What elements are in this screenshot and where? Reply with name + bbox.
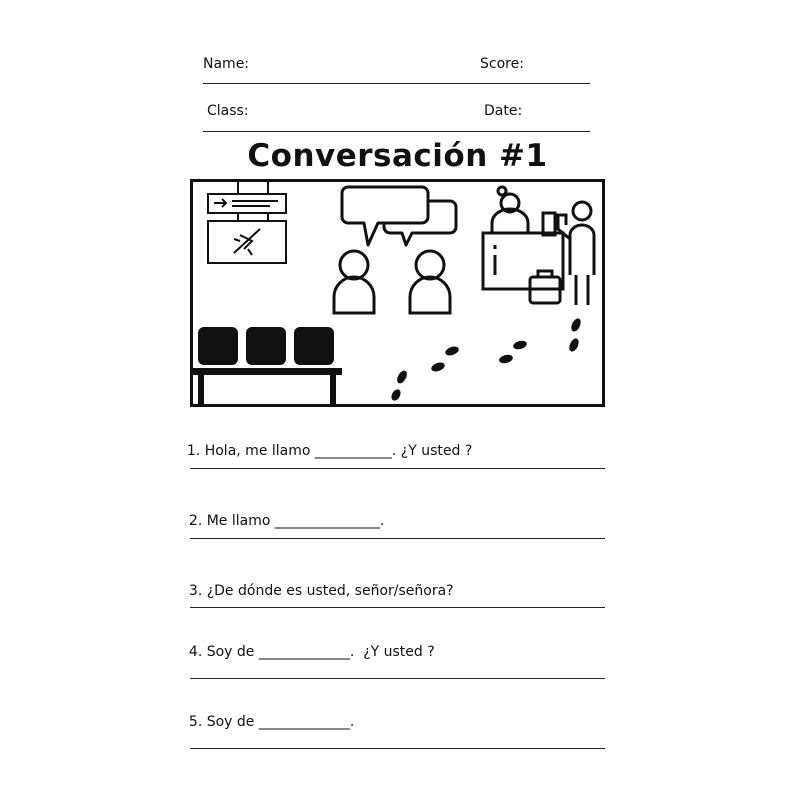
date-label: Date: [484, 103, 523, 119]
class-label: Class: [207, 103, 249, 119]
answer-line-5[interactable] [190, 748, 605, 749]
name-label: Name: [203, 56, 250, 72]
question-5-text: Soy de _____________. [206, 714, 355, 730]
question-5-number: 5. [188, 714, 203, 730]
score-label: Score: [480, 56, 524, 72]
question-3-number: 3. [188, 583, 203, 599]
question-4-number: 4. [188, 644, 203, 660]
question-1-text: Hola, me llamo ___________. ¿Y usted ? [204, 443, 473, 459]
question-1 [178, 427, 472, 459]
answer-line-3[interactable] [190, 607, 605, 608]
question-2-number: 2. [188, 513, 203, 529]
answer-line-1[interactable] [190, 468, 605, 469]
question-4-text: Soy de _____________. ¿Y usted ? [206, 644, 435, 660]
question-1-number: 1. [186, 443, 201, 459]
page-title: Conversación #1 [247, 138, 548, 174]
question-3-text: ¿De dónde es usted, señor/señora? [206, 583, 454, 599]
question-4 [180, 628, 435, 660]
airport-scene-illustration [190, 179, 605, 407]
answer-line-2[interactable] [190, 538, 605, 539]
answer-line-4[interactable] [190, 678, 605, 679]
question-3 [180, 567, 454, 599]
question-5 [180, 698, 354, 730]
class-date-line [203, 131, 590, 132]
name-score-line [203, 83, 590, 84]
question-2-text: Me llamo _______________. [206, 513, 385, 529]
question-2 [180, 497, 384, 529]
